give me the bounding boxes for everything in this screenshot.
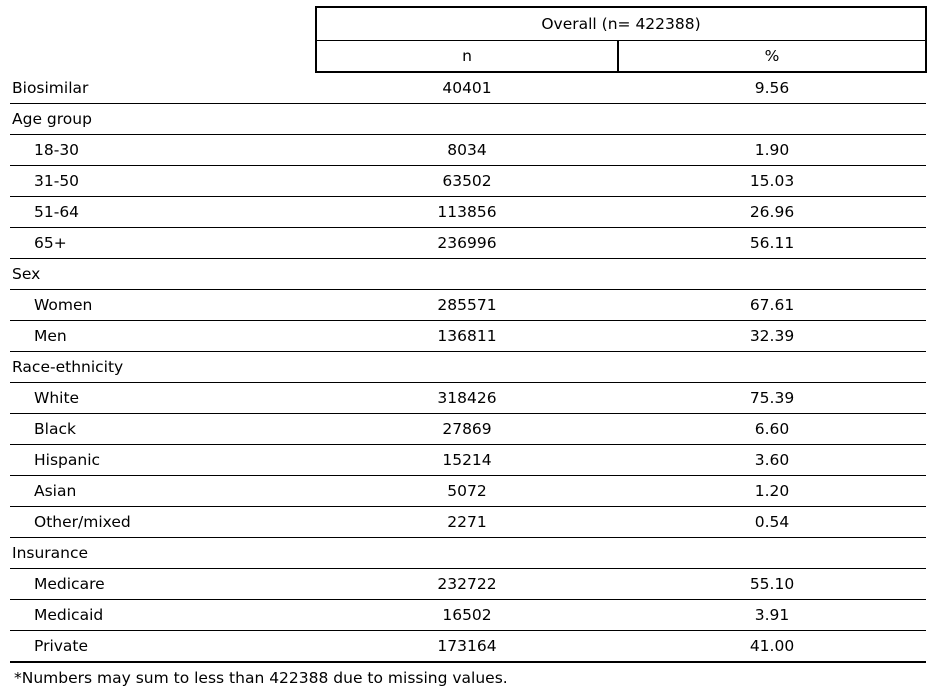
row-percent-value: 15.03 [618,166,926,197]
row-label: Men [10,321,316,352]
row-label: White [10,383,316,414]
row-count-value [316,538,618,569]
row-count-value: 236996 [316,228,618,259]
row-percent-value: 67.61 [618,290,926,321]
row-count-value [316,104,618,135]
row-count-value: 5072 [316,476,618,507]
row-count-value: 63502 [316,166,618,197]
header-overall-spanner: Overall (n= 422388) [316,7,926,41]
row-label: Other/mixed [10,507,316,538]
row-count-value: 40401 [316,72,618,104]
table-row [10,476,926,507]
row-percent-value: 41.00 [618,631,926,663]
characteristics-table [10,6,927,663]
row-percent-value: 3.91 [618,600,926,631]
table-header-columns-row [10,41,926,73]
row-percent-value: 9.56 [618,72,926,104]
row-count-value: 136811 [316,321,618,352]
table-row [10,414,926,445]
row-percent-value: 0.54 [618,507,926,538]
row-count-value: 8034 [316,135,618,166]
row-label: 51-64 [10,197,316,228]
row-percent-value: 55.10 [618,569,926,600]
table-row [10,600,926,631]
row-label: Medicaid [10,600,316,631]
table-row [10,321,926,352]
row-percent-value: 1.90 [618,135,926,166]
table-row [10,72,926,104]
row-label: 31-50 [10,166,316,197]
row-count-value: 27869 [316,414,618,445]
table-row [10,135,926,166]
table-row [10,290,926,321]
row-percent-value: 6.60 [618,414,926,445]
row-group-label: Race-ethnicity [10,352,316,383]
row-count-value: 15214 [316,445,618,476]
row-group-label: Sex [10,259,316,290]
row-label: Women [10,290,316,321]
row-label: Black [10,414,316,445]
table-row [10,197,926,228]
table-row [10,259,926,290]
row-count-value: 2271 [316,507,618,538]
table-body [10,72,926,662]
row-count-value: 113856 [316,197,618,228]
table-row [10,228,926,259]
row-label: Biosimilar [10,72,316,104]
column-header-percent: % [618,41,926,73]
row-count-value: 318426 [316,383,618,414]
row-percent-value: 32.39 [618,321,926,352]
row-percent-value: 1.20 [618,476,926,507]
table-row [10,507,926,538]
header-corner-blank [10,7,316,41]
row-percent-value [618,538,926,569]
row-label: Medicare [10,569,316,600]
table-header-spanner-row [10,7,926,41]
table-row [10,104,926,135]
table-row [10,383,926,414]
row-label: 18-30 [10,135,316,166]
row-count-value: 232722 [316,569,618,600]
row-count-value: 285571 [316,290,618,321]
row-percent-value: 75.39 [618,383,926,414]
table-row [10,569,926,600]
row-label: 65+ [10,228,316,259]
row-count-value [316,352,618,383]
row-percent-value [618,104,926,135]
row-percent-value: 3.60 [618,445,926,476]
row-label: Hispanic [10,445,316,476]
column-header-n: n [316,41,618,73]
header-corner-blank-2 [10,41,316,73]
table-row [10,538,926,569]
table-header [10,7,926,72]
row-label: Private [10,631,316,663]
row-percent-value: 26.96 [618,197,926,228]
row-percent-value [618,352,926,383]
table-row [10,352,926,383]
row-count-value [316,259,618,290]
table-row [10,166,926,197]
row-group-label: Age group [10,104,316,135]
row-count-value: 16502 [316,600,618,631]
row-group-label: Insurance [10,538,316,569]
table-footnote: *Numbers may sum to less than 422388 due to missing values. [14,669,508,687]
row-percent-value [618,259,926,290]
row-label: Asian [10,476,316,507]
row-percent-value: 56.11 [618,228,926,259]
table-row [10,445,926,476]
row-count-value: 173164 [316,631,618,663]
table-row [10,631,926,663]
